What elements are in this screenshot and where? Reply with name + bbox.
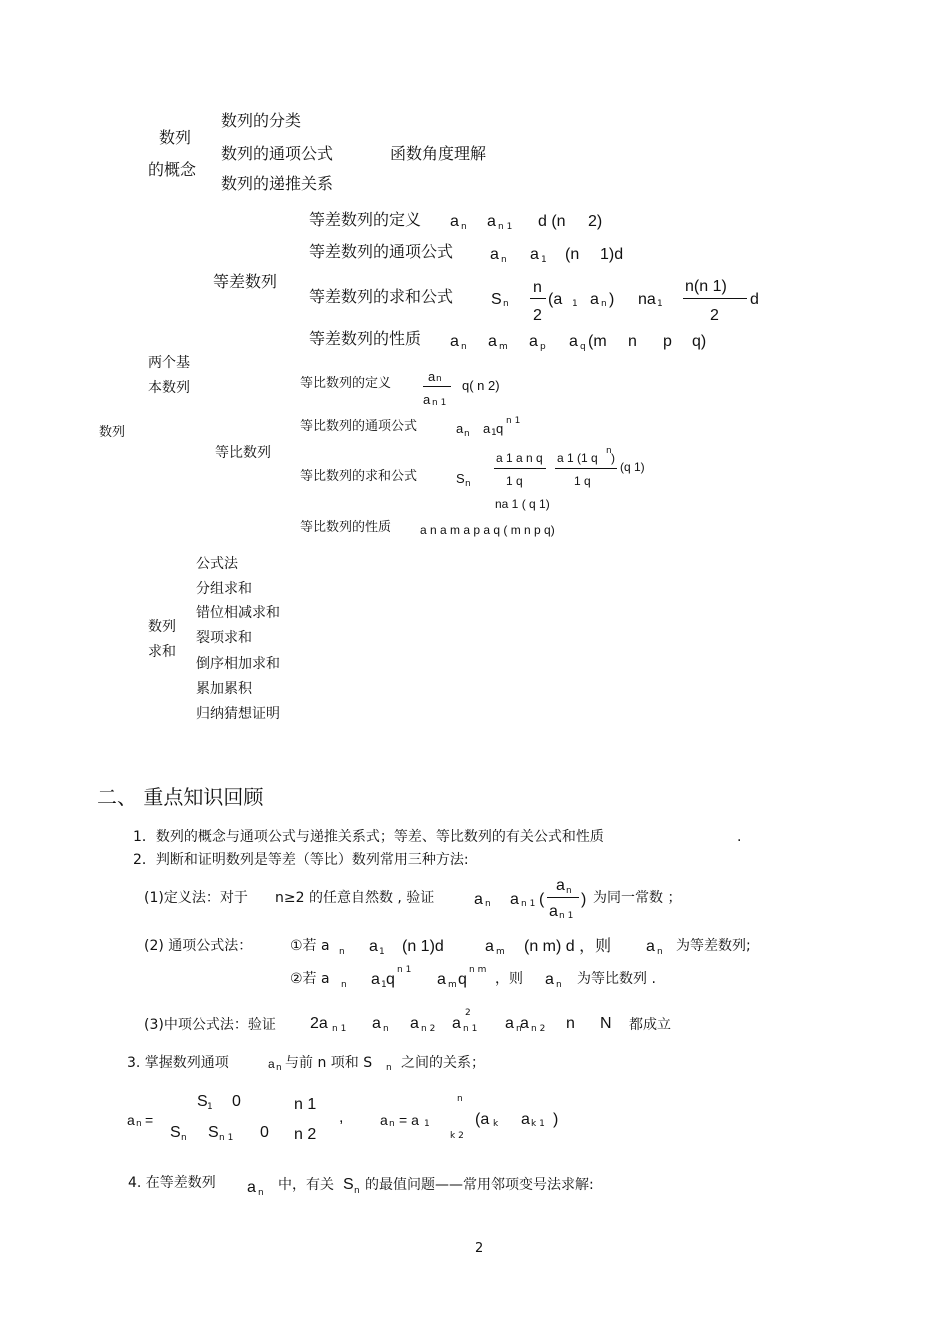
geo-gen-sub: n [464, 429, 470, 439]
arith-def-b: a [487, 213, 496, 230]
geo-gen-a1: a [483, 421, 491, 436]
arith-prop-n2: n [628, 333, 637, 350]
geo-gen-exp: n 1 [506, 416, 521, 426]
section-title: 二、 重点知识回顾 [97, 785, 264, 809]
arith-def-a: a [450, 213, 459, 230]
geo-prop-label: 等比数列的性质 [300, 520, 392, 535]
concept-label-2: 的概念 [148, 160, 197, 179]
geo-def-numsub: n [436, 374, 442, 384]
arith-sum-d: d [750, 291, 759, 308]
point-2: 2．判断和证明数列是等差（等比）数列常用三种方法: [133, 852, 469, 868]
arith-label: 等差数列 [213, 272, 278, 291]
geo-sum-cond1: (q 1) [620, 460, 645, 474]
concept-note: 函数角度理解 [390, 144, 487, 163]
f3-eq: = [145, 1112, 154, 1128]
method-1-b: a [510, 891, 519, 908]
method-2-l2-q2exp: n m [469, 965, 487, 975]
point-1-dot: . [737, 829, 742, 845]
geo-gen-q: q [496, 421, 504, 436]
geo-sum-f2-bar [555, 468, 617, 469]
arith-sum-an: a [590, 291, 599, 308]
method-3-h: N [600, 1015, 612, 1032]
f3b-ksub: k [493, 1119, 499, 1129]
geo-sum-f2-num: a 1 (1 q [557, 451, 598, 465]
method-3-f: a [520, 1015, 529, 1032]
arith-gen-b: a [530, 246, 539, 263]
method-2-l1-bsub: 1 [379, 947, 385, 957]
arith-prop-a4: a [569, 333, 578, 350]
method-3-e: a [505, 1015, 514, 1032]
method-2-l1-fsub: n [657, 947, 663, 957]
f3-r1b: 0 [232, 1093, 241, 1110]
arith-def-label: 等差数列的定义 [309, 210, 422, 229]
geo-def-den: a [423, 392, 431, 407]
sum-label-1: 数列 [148, 619, 176, 635]
f3-r2bsub: n 1 [219, 1133, 234, 1143]
f3-r2d: n 2 [294, 1126, 317, 1143]
geo-gen-a: a [456, 421, 464, 436]
method-2-l1-tail: 为等差数列; [676, 938, 751, 954]
method-2-l1-a: ①若 a [290, 938, 330, 954]
f3-r2a: S [170, 1124, 181, 1141]
arith-gen-label: 等差数列的通项公式 [309, 242, 454, 261]
arith-sum-frac1-num: n [533, 279, 542, 296]
arith-gen-d: 1)d [600, 246, 624, 263]
method-2-l1-c: (n 1)d [402, 938, 444, 955]
geo-sum-f1-bar [494, 468, 546, 469]
f3b-body2: a [521, 1111, 530, 1128]
f3b-ansub: n [389, 1119, 395, 1129]
point-3-label: 3. 掌握数列通项 [127, 1055, 229, 1071]
method-2-l2-bsub: 1 [381, 980, 387, 990]
page-number: 2 [475, 1241, 484, 1256]
arith-gen-asub: n [501, 255, 507, 265]
geo-label: 等比数列 [215, 445, 271, 461]
arith-gen-c: (n [565, 246, 580, 263]
f3b-an: a [380, 1112, 388, 1128]
f3-r2asub: n [181, 1133, 187, 1143]
geo-def-densub: n 1 [432, 398, 447, 408]
point-3-a: a [268, 1057, 275, 1071]
geo-def-num: a [428, 369, 436, 384]
method-2-l1-e: (n m) d ，则 [524, 938, 612, 955]
arith-prop-p: p [540, 342, 546, 352]
method-3-esub: n [516, 1024, 522, 1034]
method-2-l1-d: a [485, 938, 494, 955]
arith-gen-bsub: 1 [541, 255, 547, 265]
basic-label-2: 本数列 [148, 380, 190, 396]
arith-sum-close: ) [609, 291, 615, 308]
arith-prop-a1: a [450, 333, 459, 350]
method-1-frac-densub: n 1 [559, 911, 574, 921]
f3b-top: n [457, 1094, 463, 1104]
method-1-a: a [474, 891, 483, 908]
point-3-ssub: n [386, 1063, 392, 1073]
method-1-frac-den: a [549, 903, 558, 920]
geo-def-label: 等比数列的定义 [300, 376, 392, 391]
arith-gen-a: a [490, 246, 499, 263]
method-1-close: ) [581, 891, 587, 908]
concept-item-recurrence: 数列的递推关系 [221, 174, 334, 193]
geo-gen-label: 等比数列的通项公式 [300, 419, 418, 434]
method-2-l2-b: a [371, 971, 380, 988]
method-2-l2-a: ②若 a [290, 971, 330, 987]
f3-ansub: n [136, 1119, 142, 1129]
point-4-s: S [343, 1176, 354, 1193]
method-2-l2-qexp: n 1 [397, 965, 412, 975]
arith-sum-ansub: n [601, 299, 607, 309]
geo-gen-a1sub: 1 [491, 428, 497, 438]
sum-method-telescoping: 裂项求和 [196, 630, 252, 646]
geo-sum-f1-den: 1 q [506, 474, 523, 488]
method-2-l2-tail: 为等比数列 . [577, 971, 656, 987]
concept-label-1: 数列 [159, 128, 192, 147]
arith-sum-nasub: 1 [657, 299, 663, 309]
method-2-l2-asub: n [341, 980, 347, 990]
method-3-c: a [410, 1015, 419, 1032]
arith-prop-q: q [580, 342, 586, 352]
arith-def-asub: n [461, 222, 467, 232]
f3-r1c: n 1 [294, 1096, 317, 1113]
arith-prop-m2: (m [588, 333, 607, 350]
method-1-label: (1)定义法：对于 [144, 890, 248, 906]
geo-sum-alt: na 1 ( q 1) [495, 497, 550, 511]
arith-sum-a1sub: 1 [572, 299, 578, 309]
geo-sum-S: S [456, 471, 465, 486]
arith-sum-Ssub: n [503, 299, 509, 309]
point-4-asub: n [258, 1188, 264, 1198]
method-3-bsub: n [383, 1024, 389, 1034]
f3-r2b: S [208, 1124, 219, 1141]
method-3-fsub: n 2 [531, 1024, 546, 1034]
method-3-a: 2a [310, 1015, 328, 1032]
arith-sum-frac2-den: 2 [710, 307, 719, 324]
outline-root: 数列 [99, 425, 126, 440]
arith-sum-label: 等差数列的求和公式 [309, 287, 454, 306]
f3-r1a: S [197, 1093, 208, 1110]
f3-an: a [127, 1112, 135, 1128]
method-2-l1-dsub: m [496, 947, 505, 957]
arith-sum-frac1-bar [530, 298, 546, 299]
arith-sum-frac1-den: 2 [533, 307, 542, 324]
point-1: 1．数列的概念与通项公式与递推关系式；等差、等比数列的有关公式和性质 [133, 829, 604, 845]
geo-prop-formula: a n a m a p a q ( m n p q) [420, 523, 555, 537]
arith-sum-S: S [491, 291, 502, 308]
arith-sum-na: na [638, 291, 656, 308]
point-3-tail: 之间的关系； [401, 1055, 485, 1071]
method-1-text: n≥2 的任意自然数 , 验证 [275, 890, 435, 906]
method-2-label: (2) 通项公式法： [144, 938, 253, 954]
method-3-dsub: n 1 [463, 1024, 478, 1034]
geo-def-rhs: q( n 2) [462, 378, 500, 393]
geo-sum-f2-exp: n [606, 446, 612, 456]
method-3-asub: n 1 [332, 1024, 347, 1034]
sum-method-induction: 归纳猜想证明 [196, 706, 280, 722]
method-3-tail: 都成立 [629, 1017, 671, 1033]
point-4-a: a [247, 1179, 256, 1196]
sum-method-shift-subtract: 错位相减求和 [196, 605, 280, 621]
concept-item-general-term: 数列的通项公式 [221, 144, 334, 163]
arith-prop-a2: a [488, 333, 497, 350]
sum-label-2: 求和 [148, 644, 176, 660]
arith-sum-frac2-num: n(n 1) [685, 278, 727, 295]
method-2-l2-csub: m [448, 980, 457, 990]
geo-sum-f2-close: ) [611, 451, 615, 465]
concept-item-classification: 数列的分类 [221, 111, 302, 130]
method-2-l2-q: q [386, 971, 395, 988]
arith-prop-a3: a [529, 333, 538, 350]
method-1-asub: n [485, 899, 491, 909]
f3-r2c: 0 [260, 1124, 269, 1141]
f3b-close: ) [553, 1111, 559, 1128]
geo-sum-label: 等比数列的求和公式 [300, 469, 418, 484]
point-4-label: 4. 在等差数列 [128, 1175, 216, 1191]
method-2-l2-d: ，则 [495, 971, 523, 987]
sum-method-group: 分组求和 [196, 581, 252, 597]
method-3-dexp: 2 [465, 1008, 471, 1018]
f3b-k1sub: k 1 [531, 1119, 545, 1129]
method-1-bsub: n 1 [521, 899, 536, 909]
sum-method-formula: 公式法 [196, 556, 238, 572]
arith-prop-m: m [499, 342, 508, 352]
point-4-ssub: n [354, 1186, 360, 1196]
arith-prop-q2: q) [692, 333, 707, 350]
f3b-eq: = a [399, 1112, 419, 1128]
method-2-l1-asub: n [339, 947, 345, 957]
arith-def-bsub: n 1 [498, 222, 513, 232]
method-2-l2-esub: n [556, 980, 562, 990]
point-4-mid: 中，有关 [278, 1177, 334, 1193]
f3-comma: , [339, 1109, 344, 1126]
method-1-frac-num: a [556, 877, 565, 894]
geo-sum-f2-den: 1 q [574, 474, 591, 488]
method-2-l1-f: a [646, 938, 655, 955]
method-3-csub: n 2 [421, 1024, 436, 1034]
point-4-tail: 的最值问题——常用邻项变号法求解: [365, 1177, 594, 1193]
f3b-body: (a [475, 1111, 490, 1128]
f3-r1asub: 1 [207, 1102, 213, 1112]
sum-method-reverse-add: 倒序相加求和 [196, 656, 280, 672]
method-3-b: a [372, 1015, 381, 1032]
method-1-tail: 为同一常数 ； [593, 890, 682, 906]
arith-prop-label: 等差数列的性质 [309, 329, 422, 348]
f3b-a1sub: 1 [424, 1119, 430, 1129]
arith-sum-frac2-bar [683, 298, 747, 299]
method-2-l2-q2: q [458, 971, 467, 988]
method-3-d: a [452, 1015, 461, 1032]
basic-label-1: 两个基 [148, 355, 190, 371]
method-1-frac-bar [547, 897, 579, 898]
geo-sum-f1-num: a 1 a n q [496, 451, 543, 465]
method-1-frac-numsub: n [566, 886, 572, 896]
method-1-open: ( [539, 891, 545, 908]
f3b-bot: k 2 [450, 1131, 464, 1141]
arith-def-d: d (n [538, 213, 566, 230]
point-3-asub: n [276, 1063, 282, 1073]
geo-sum-Ssub: n [465, 479, 471, 489]
method-2-l2-c: a [437, 971, 446, 988]
arith-prop-n: n [461, 342, 467, 352]
geo-def-bar [423, 386, 451, 387]
method-3-g: n [566, 1015, 575, 1032]
sum-method-accumulate: 累加累积 [196, 681, 252, 697]
method-3-label: (3)中项公式法：验证 [144, 1017, 276, 1033]
point-3-mid: 与前 n 项和 S [285, 1055, 373, 1071]
arith-def-2: 2) [588, 213, 603, 230]
arith-sum-paren: (a [548, 291, 563, 308]
method-2-l1-b: a [369, 938, 378, 955]
arith-prop-p2: p [663, 333, 672, 350]
method-2-l2-e: a [545, 971, 554, 988]
